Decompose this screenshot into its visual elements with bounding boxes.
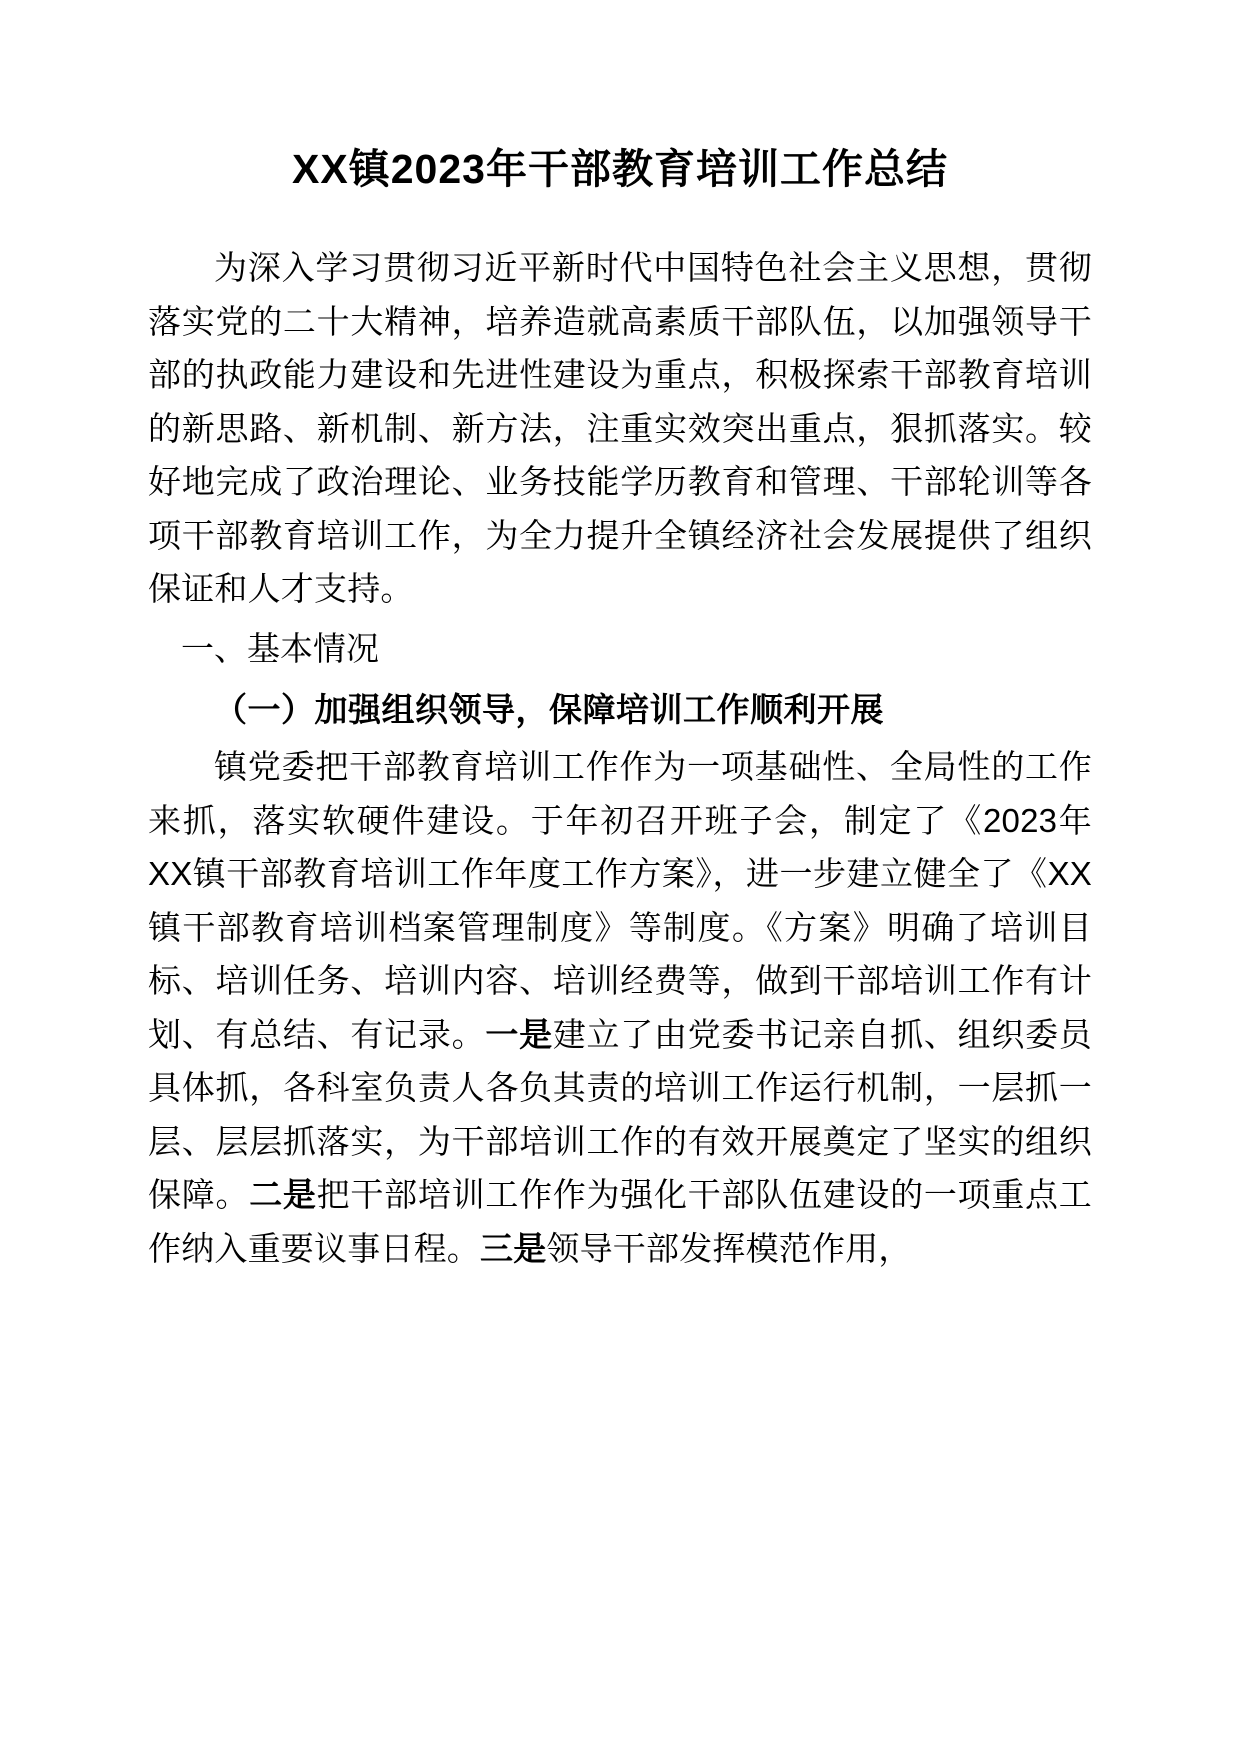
- opening-paragraph: 为深入学习贯彻习近平新时代中国特色社会主义思想，贯彻落实党的二十大精神，培养造就高素质干部队伍，以加强领导干部的执政能力建设和先进性建设为重点，积极探索干部教育培训的新思路、新机制、新方法，注重实效突出重点，狠抓落实。较好地完成了政治理论、业务技能学历教育和管理、干部轮训等各项干部教育培训工作，为全力提升全镇经济社会发展提供了组织保证和人才支持。: [148, 249, 1092, 608]
- body-text: 建立了由党委书记亲自抓、组织委员具体抓，各科室负责人各负其责的培训工作运行机制，一层抓一层、层层抓落实，为干部培训工作的有效开展奠定了坚实的组织保障。: [148, 1015, 1093, 1214]
- emphasis-text: 一是: [485, 1015, 553, 1053]
- emphasis-text: 二是: [249, 1176, 317, 1214]
- body-text: 把干部培训工作作为强化干部队伍建设的一项重点工作纳入重要议事日程。: [148, 1176, 1092, 1267]
- body-text: 领导干部发挥模范作用，: [546, 1229, 912, 1267]
- section-heading-one: 一、基本情况: [181, 629, 379, 667]
- subsection-heading-one-1: （一）加强组织领导，保障培训工作顺利开展: [214, 690, 884, 728]
- body-text: 镇党委把干部教育培训工作作为一项基础性、全局性的工作来抓，落实软硬件建设。于年初召开班子会，制定了《2023年XX镇干部教育培训工作年度工作方案》，进一步建立健全了《XX镇干部教育培训档案管理制度》等制度。《方案》明确了培训目标、培训任务、培训内容、培训经费等，做到干部培训工作有计划、有总结、有记录。: [148, 748, 1092, 1053]
- emphasis-text: 三是: [480, 1229, 547, 1267]
- body-paragraph-1: [148, 740, 1092, 1275]
- page-title: XX镇2023年干部教育培训工作总结: [292, 146, 948, 192]
